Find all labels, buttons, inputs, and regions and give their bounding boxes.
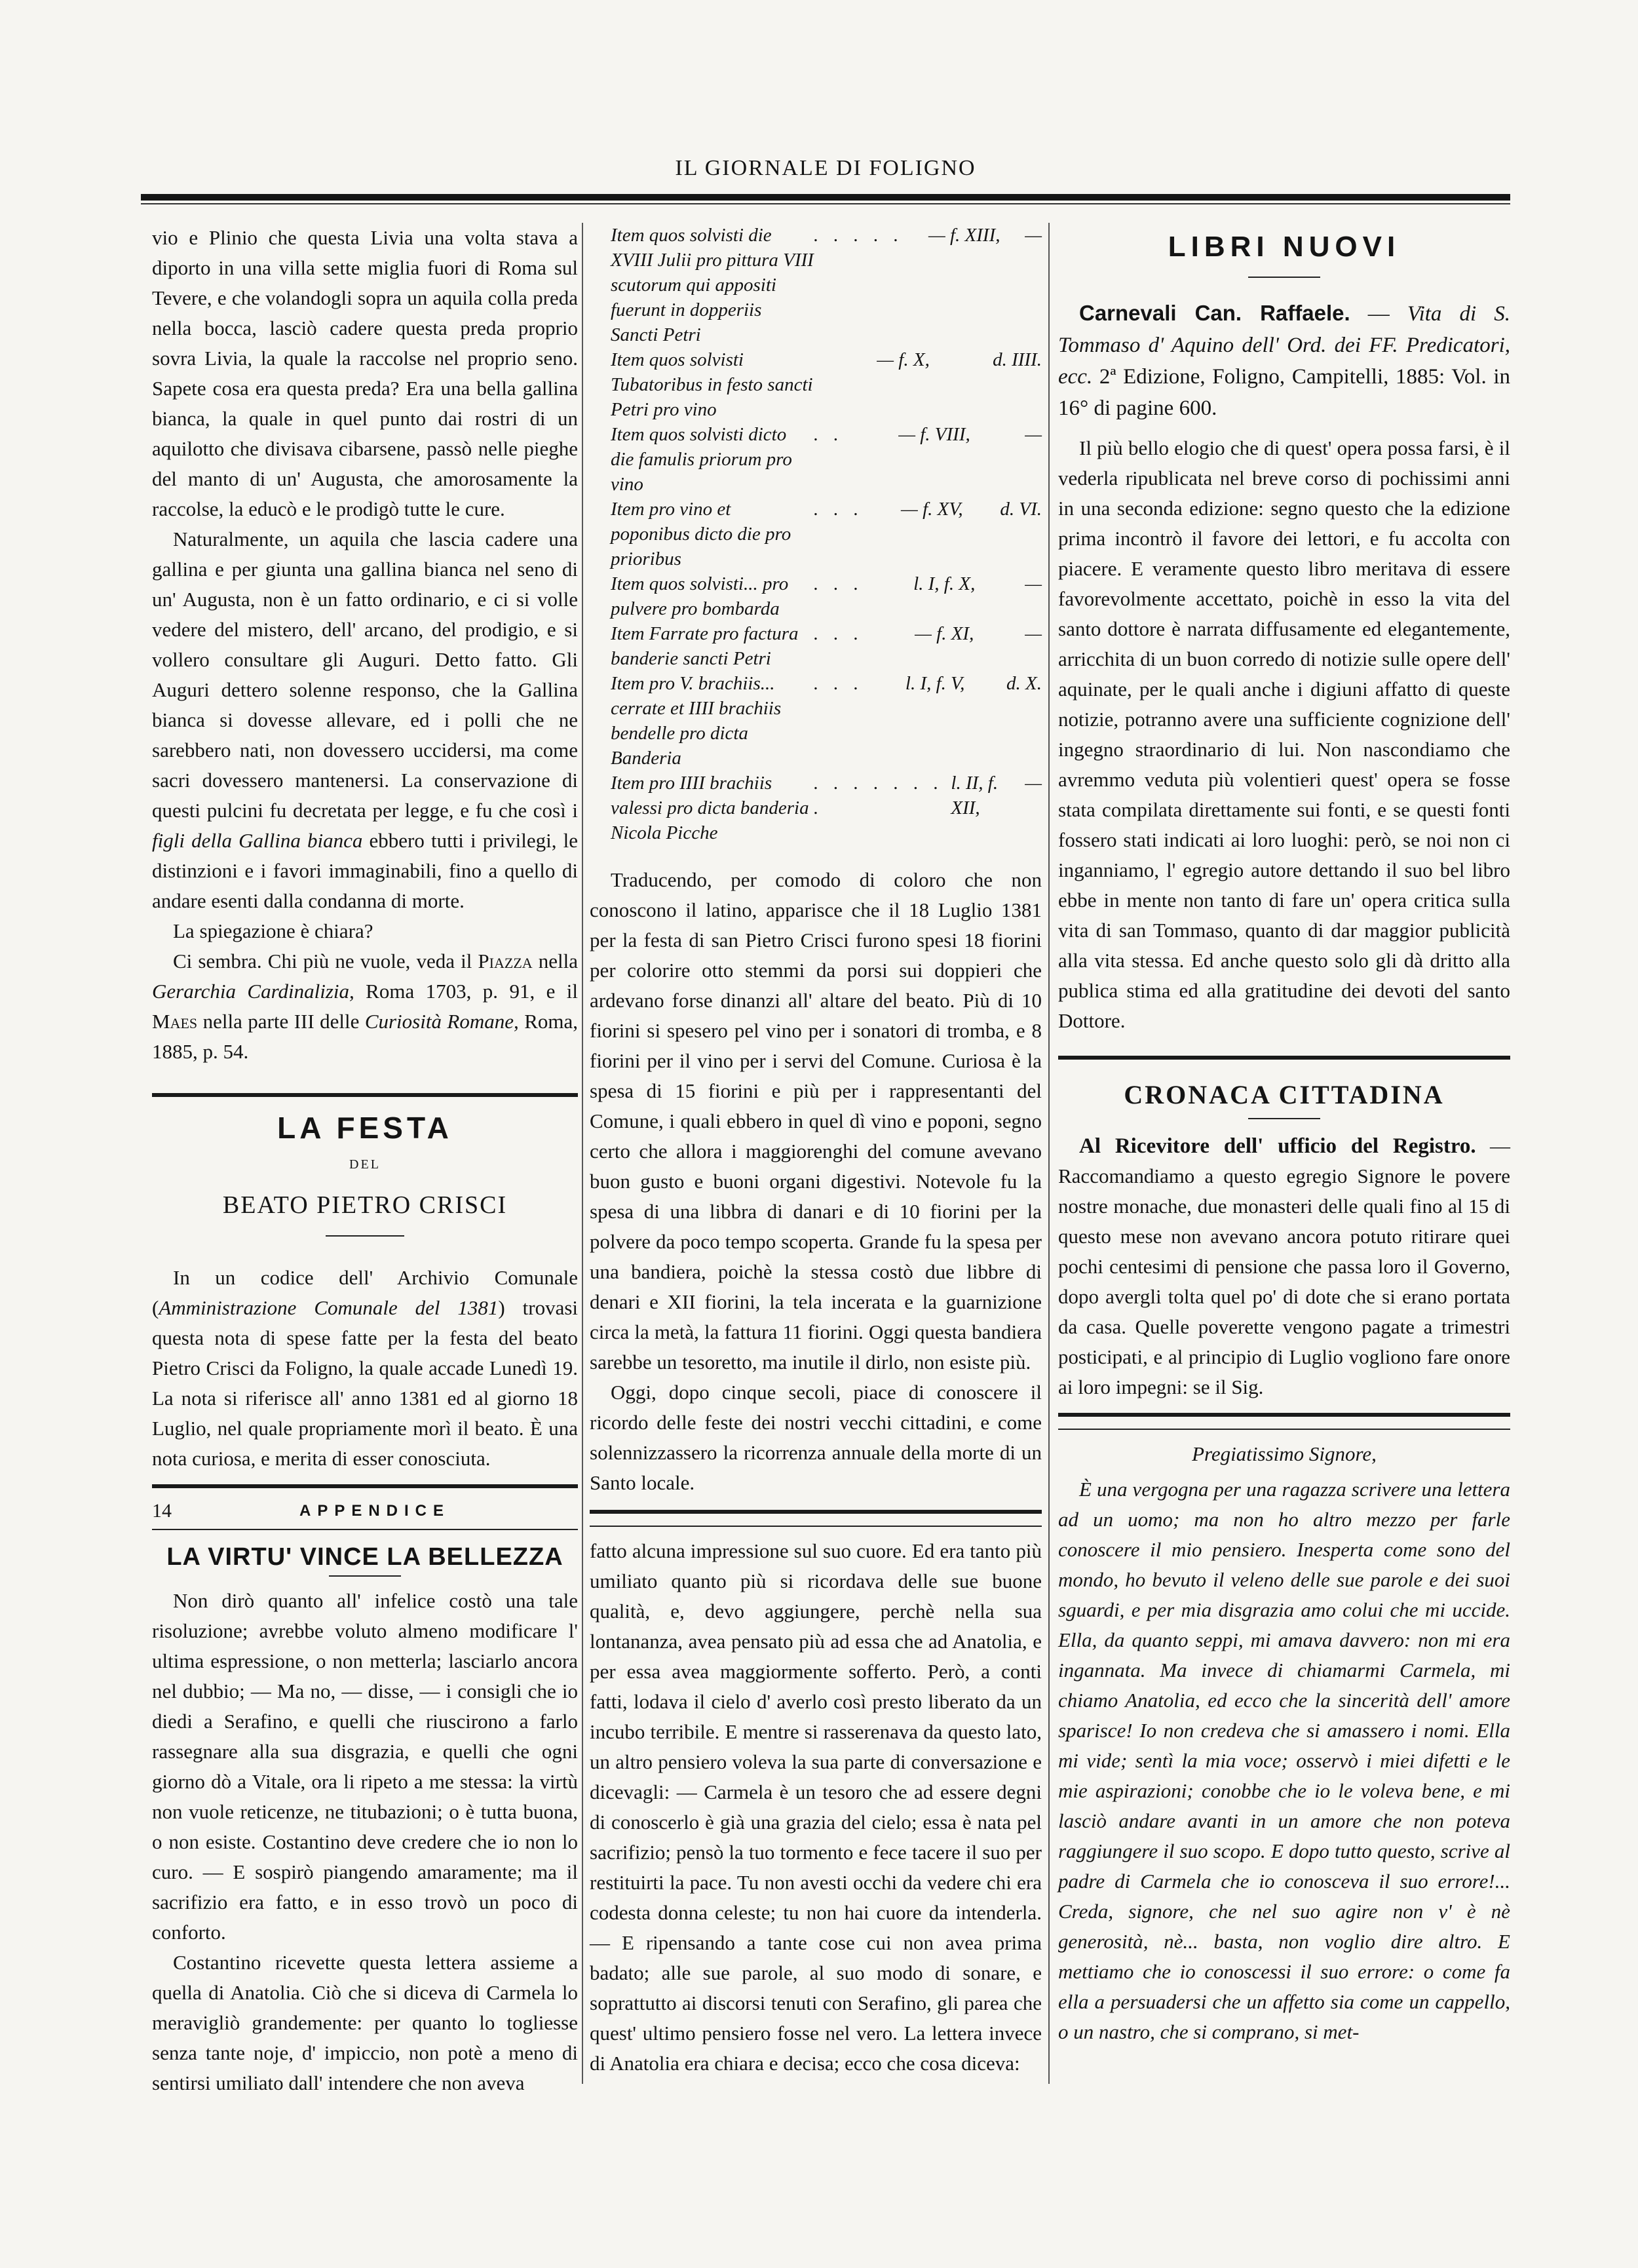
ledger-amount-denari: — [1025, 573, 1042, 594]
salutation: Pregiatissimo Signore, [1192, 1442, 1377, 1465]
ledger-description: Item quos solvisti die XVIII Julii pro pittura VIII scutorum qui appositi fuerunt in dopperiis Sancti Petri [611, 225, 814, 345]
ledger-amount-denari: d. VI. [1000, 499, 1042, 520]
festa-del: DEL [349, 1157, 381, 1172]
paragraph: In un codice dell' Archivio Comunale (Amministrazione Comunale del 1381) trovasi questa nota di spese fatte per la festa del beato Pietro Crisci da Foligno, la quale accade Lunedì 19. La nota si riferisce all' anno 1381 ed al giorno 18 Luglio, nel quale propriamente morì il beato. È una nota curiosa, e merita di esser conosciuta. [152, 1266, 579, 1470]
festa-subtitle: BEATO PIETRO CRISCI [222, 1191, 508, 1219]
ledger-description: Item quos solvisti dicto die famulis priorum pro vino [611, 424, 792, 495]
column-divider-1 [582, 223, 583, 2084]
ledger-amount-denari: d. X. [1006, 673, 1042, 694]
virtu-title: LA VIRTU' VINCE LA BELLEZZA [166, 1543, 563, 1571]
ledger-dots: . . [814, 424, 844, 445]
paragraph: Non dirò quanto all' infelice costò una tale risoluzione; avrebbe voluto almeno modificare l' ultima espressione, o non metterla; lasciarlo ancora nel dubbio; — Ma no, — disse, — i consigli che io diedi a Serafino, e quelli che riuscirono a farlo rassegnare alla sua disgrazia, e quelli che ogni giorno dò a Vitale, ora li ripeto a me stessa: la virtù non vuole reticenze, ne titubazioni; o è tutta buona, o non esiste. Costantino deve credere che io non lo curo. — E sospirò piangendo amaramente; ma il sacrifizio era fatto, e in esso trovò un poco di conforto. [152, 1589, 578, 1944]
ledger-row [590, 223, 1042, 347]
ledger-amount-florins: — f. XIII, [928, 225, 1000, 246]
cronaca-title: CRONACA CITTADINA [1124, 1080, 1445, 1109]
book-entry: Carnevali Can. Raffaele. — Vita di S. Tommaso d' Aquino dell' Ord. dei FF. Predicatori, ecc. 2ª Edizione, Foligno, Campitelli, 1885: Vol. in 16° di pagine 600. [1058, 301, 1511, 420]
ledger-description: Item pro V. brachiis... cerrate et IIII brachiis bendelle pro dicta Banderia [611, 673, 782, 769]
ledger-description: Item quos solvisti... pro pulvere pro bombarda [611, 573, 789, 619]
ledger-row [590, 347, 1042, 422]
paragraph: fatto alcuna impressione sul suo cuore. Ed era tanto più umiliato quanto più si ricordava delle sue buone qualità, e, devo aggiungere, perchè nella sua lontananza, avea pensato più ad essa che ad Anatolia, e per essa avea maggiormente sofferto. Però, a conti fatti, lodava il cielo d' averlo così presto liberato da un incubo terribile. E mentre si rasserenava da questo lato, un altro pensiero voleva la sua parte di conversazione e dicevagli: — Carmela è un tesoro che ad essere degni di conoscerlo è già una grazia del cielo; essa è nata pel sacrifizio; pensò la tuo tormento e fece tacere il suo per restituirti la pace. Tu non avesti occhi da vedere chi era codesta donna celeste; tu non hai cuore da intenderla. — E ripensando a tante cose cui non avea prima badato; alle sue parole, al suo modo di sonare, e soprattutto ai discorsi tenuti con Serafino, gli parea che quest' ultimo pensiero fosse nel vero. La lettera invece di Anatolia era chiara e decisa; ecco che cosa diceva: [590, 1539, 1042, 2075]
ornament-rule [1248, 277, 1320, 278]
rule [590, 1526, 1042, 1527]
ledger-row [590, 497, 1042, 571]
rule [152, 1529, 578, 1530]
ledger-amount-denari: d. IIII. [993, 349, 1042, 370]
section-rule [590, 1510, 1042, 1514]
ledger-dots: . . . [814, 623, 864, 644]
festa-title: LA FESTA [277, 1111, 453, 1145]
rule [1058, 1429, 1510, 1430]
ledger-amount [814, 621, 1042, 671]
ledger-dots: . . . [814, 673, 864, 694]
section-rule [152, 1093, 578, 1097]
paragraph: Il più bello elogio che di quest' opera possa farsi, è il vederla ripublicata nel breve corso di pochissimi anni in una seconda edizione: segno questo che la edizione prima incontrò il favore dei lettori, e fu accolta con piacere. E veramente questo libro meritava di essere favorevolmente accettato, poichè in esso la vita del santo dottore è narrata diffusamente ed elegantemente, arricchita di un buon corredo di notizie sulle opere dell' aquinate, per le quali anche i digiuni affatto di queste notizie, potranno avere una sufficiente cognizione dell' ingegno straordinario di lui. Non nascondiamo che avremmo veduta più volentieri quest' opera se fosse stata compilata direttamente sui fonti, e se questi fonti fossero stati indicati ai loro luoghi: però, se noi non ci inganniamo, l' egregio autore dettando il suo bel libro ebbe in mente non tanto di fare un' opera critica sulla vita di san Tommaso, quanto di dar maggior publicità alla vita stessa. Ed anche questo solo gli dà dritto alla publica stima ed alla gratitudine dei devoti del santo Dottore. [1058, 436, 1510, 1032]
page-number: 14 [152, 1500, 172, 1522]
ledger-amount-denari: — [1025, 424, 1042, 445]
ornament-rule [326, 1235, 404, 1237]
ledger-row [590, 671, 1042, 771]
masthead-rule-thin [141, 203, 1510, 204]
masthead-title: IL GIORNALE DI FOLIGNO [675, 156, 976, 180]
ledger-row [590, 422, 1042, 497]
paragraph: Al Ricevitore dell' ufficio del Registro. — Raccomandiamo a questo egregio Signore le povere nostre monache, due monasteri delle quali fino al 15 di questo mese non avevano ancora potuto ritirare quei pochi centesimi di pensione che passa loro il Governo, dopo avergli tolta quel po' di dote che si erano portata da casa. Quelle poverette vengono pagate a trimestri posticipati, e al principio di Luglio vogliono fare onore ai loro impegni: se il Sig. [1058, 1134, 1511, 1398]
ornament-rule [329, 1575, 401, 1577]
ledger-description: Item quos solvisti Tubatoribus in festo sancti Petri pro vino [611, 349, 813, 420]
ledger-amount-denari: — [1025, 773, 1042, 794]
paragraph: Naturalmente, un aquila che lascia cadere una gallina e per giunta una gallina bianca nel seno di un' Augusta, non è un fatto ordinario, e ci si volle vedere del mistero, dell' arcano, del prodigio, e si vollero consultare gli Auguri. Detto fatto. Gli Auguri dettero solenne responso, che la Gallina bianca si dovesse allevare, ed i polli che ne sarebbero nati, non dovessero uccidersi, ma come sacri dovessero mantenersi. La conservazione di questi pulcini fu decretata per legge, e fu che così i figli della Gallina bianca ebbero tutti i privilegi, le distinzioni e i favori immaginabili, fino a quello di andare esenti dalla condanna di morte. [152, 528, 579, 912]
ledger-amount-florins: — f. XI, [915, 623, 974, 644]
ledger-row [590, 621, 1042, 671]
paragraph: La spiegazione è chiara? [173, 919, 373, 942]
ledger-amount-denari: — [1025, 623, 1042, 644]
expense-ledger [590, 223, 1042, 845]
paragraph: vio e Plinio che questa Livia una volta stava a diporto in una villa sette miglia fuori di Roma sul Tevere, e che volandogli sopra un aquila colla preda nella bocca, lasciò cadere questa preda proprio sovra Livia, la quale la raccolse nel proprio seno. Sapete cosa era questa preda? Era una bella gallina bianca, la quale in quel punto dai rostri di un aquilotto che divisava cibarsene, passò nelle pieghe del manto di un' Augusta, che amorosamente la raccolse, la educò e le prodigò tutte le cure. [152, 226, 578, 520]
column-divider-2 [1048, 223, 1050, 2084]
paragraph: Ci sembra. Chi più ne vuole, veda il Piazza nella Gerarchia Cardinalizia, Roma 1703, p. 91, e il Maes nella parte III delle Curiosità Romane, Roma, 1885, p. 54. [152, 950, 579, 1063]
ledger-description: Item pro vino et poponibus dicto die pro prioribus [611, 499, 791, 569]
column-2 [590, 223, 1042, 2079]
appendice-label: APPENDICE [299, 1502, 451, 1520]
masthead-rule [141, 194, 1510, 201]
ledger-amount [814, 347, 1042, 422]
ledger-dots: . . . [814, 573, 864, 594]
libri-title: LIBRI NUOVI [1168, 231, 1401, 263]
ledger-row [590, 571, 1042, 621]
ledger-description: Item pro IIII brachiis valessi pro dicta banderia Nicola Picche [611, 773, 809, 843]
section-rule [1058, 1056, 1510, 1060]
section-rule [152, 1484, 578, 1488]
ledger-amount-denari: — [1025, 225, 1042, 246]
ledger-amount-florins: — f. XV, [901, 499, 963, 520]
ledger-amount-florins: l. II, f. XII, [951, 773, 999, 818]
ledger-amount [814, 671, 1042, 771]
paragraph: Oggi, dopo cinque secoli, piace di conoscere il ricordo delle feste dei nostri vecchi cittadini, e come solennizzassero la ricorrenza annuale della morte di un Santo locale. [590, 1381, 1042, 1494]
column-1 [152, 223, 578, 2098]
ledger-amount-florins: l. I, f. V, [905, 673, 965, 694]
ledger-amount-florins: l. I, f. X, [913, 573, 976, 594]
ledger-amount-florins: — f. VIII, [898, 424, 970, 445]
ledger-row [590, 771, 1042, 845]
ledger-description: Item Farrate pro factura banderie sancti Petri [611, 623, 799, 669]
section-rule [1058, 1413, 1510, 1417]
paragraph: Costantino ricevette questa lettera assieme a quella di Anatolia. Ciò che si diceva di Carmela lo meravigliò grandemente: per quanto lo togliesse senza tante noje, d' impiccio, non potè a meno di sentirsi umiliato dall' intendere che non aveva [152, 1951, 578, 2094]
ledger-amount-florins: — f. X, [877, 349, 930, 370]
ledger-amount [814, 571, 1042, 621]
letter-text: È una vergogna per una ragazza scrivere una lettera ad un uomo; ma non ho altro mezzo per farle conoscere il mio pensiero. Inesperta come sono del mondo, ho bevuto il veleno delle sue parole e dei suoi sguardi, e per mia disgrazia amo colui che mi uccide. Ella, da quanto seppi, mi amava davvero: non mi era ingannata. Ma invece di chiamarmi Carmela, mi chiamo Anatolia, ed ecco che la sincerità dell' amore sparisce! Io non credeva che si amassero i nomi. Ella mi vide; sentì la mia voce; osservò i miei difetti e le mie aspirazioni; conobbe che io le voleva bene, e mi lasciò andare avanti in un amore che non poteva raggiungere il suo scopo. E dopo tutto questo, scrive al padre di Carmela che io conosceva il suo errore!... Creda, signore, che nel suo agire non v' è nè generosità, nè... basta, non voglio dire altro. E mettiamo che io conoscessi il suo errore: o come fa ella a persuadersi che un affetto sia come un cappello, o un nastro, che si comprano, si met- [1058, 1478, 1510, 2043]
ledger-amount [814, 422, 1042, 497]
paragraph: Traducendo, per comodo di coloro che non conoscono il latino, apparisce che il 18 Luglio 1381 per la festa di san Pietro Crisci furono spesi 18 fiorini per colorire otto stemmi da porsi sui doppieri che ardevano forse dinanzi all' altare del beato. Più di 10 fiorini si spesero pel vino per i sonatori di tromba, e 8 fiorini per il vino per i servi del Comune. Curiosa è la spesa di 15 fiorini e più per i rappresentanti del Comune, i quali ebbero in quel dì vino e poponi, segno certo che allora i maggiorenghi del comune avevano buon gusto e buoni organi digestivi. Notevole fu la spesa di una libbra di danari e di 10 fiorini per la polvere da poco tempo scoperta. Grande fu la spesa per una bandiera, poichè la stessa costò due libbre di denari e XII fiorini, la tela incerata e la guarnizione circa la metà, la fattura 11 fiorini. Oggi questa bandiera sarebbe un tesoretto, ma inutile il dirlo, non esiste più. [590, 868, 1042, 1374]
ledger-dots: . . . [814, 499, 864, 520]
ledger-amount [814, 223, 1042, 347]
column-3 [1058, 223, 1510, 2047]
ledger-dots: . . . . . [814, 225, 904, 246]
ledger-amount [814, 771, 1042, 845]
appendice-header [152, 1500, 578, 1522]
ledger-amount [814, 497, 1042, 571]
ledger-dots: . . . . . . . . [814, 773, 944, 818]
ornament-rule [1248, 1118, 1320, 1119]
